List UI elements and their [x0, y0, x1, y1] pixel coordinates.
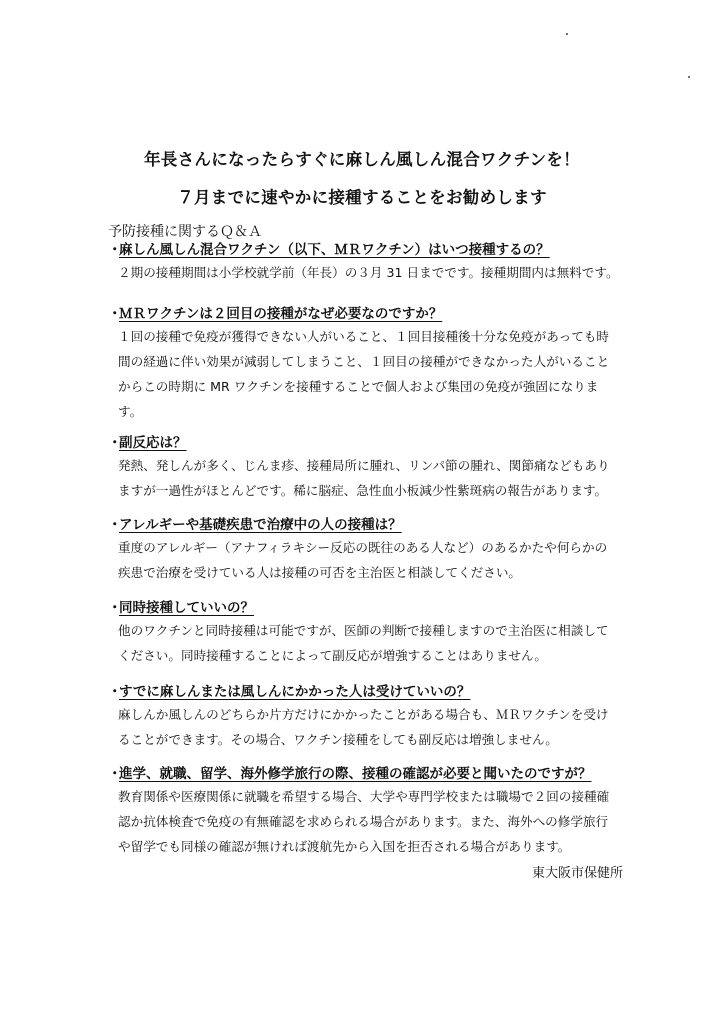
- qa-question: [108, 302, 628, 322]
- answer-line: 発熱、発しんが多く、じんま疹、接種局所に腫れ、リンパ節の腫れ、関節痛などもあり: [118, 458, 610, 473]
- qa-answer: [118, 702, 614, 752]
- bullet: ・: [108, 242, 122, 258]
- answer-line: １回の接種で免疫が獲得できない人がいること、１回目接種後十分な免疫があっても時: [118, 329, 610, 344]
- qa-question: [108, 513, 628, 533]
- bullet: ・: [108, 435, 122, 451]
- qa-question: [108, 680, 628, 700]
- qa-answer: [118, 260, 619, 285]
- qa-answer: [118, 784, 614, 859]
- section-heading: 予防接種に関するＱ＆Ａ: [108, 224, 262, 240]
- question-text: 同時接種していいの？: [119, 600, 254, 616]
- question-text: 副反応は？: [119, 435, 187, 451]
- answer-line: ることができます。その場合、ワクチン接種をしても副反応は増強しません。: [118, 732, 558, 747]
- issuer-signature: 東大阪市保健所: [532, 866, 624, 881]
- answer-line: ますが一過性がほとんどです。稀に脳症、急性血小板減少性紫斑病の報告があります。: [118, 483, 608, 498]
- qa-item: [108, 513, 628, 585]
- scan-speck: [688, 76, 690, 78]
- answer-line: 認か抗体検査で免疫の有無確認を求められる場合があります。また、海外への修学旅行: [118, 814, 609, 829]
- question-text: 進学、就職、留学、海外修学旅行の際、接種の確認が必要と聞いたのですが？: [119, 766, 592, 782]
- document-title: 年長さんになったらすぐに麻しん風しん混合ワクチンを！: [144, 150, 580, 169]
- qa-question: [108, 762, 628, 782]
- answer-line: 教育関係や医療関係に就職を希望する場合、大学や専門学校または職場で２回の接種確: [118, 789, 610, 804]
- answer-line: 間の経過に伴い効果が減弱してしまうこと、１回目の接種ができなかった人がいること: [118, 354, 610, 369]
- qa-question: [108, 596, 628, 616]
- answer-line: ２期の接種期間は小学校就学前（年長）の３月 31 日までです。接種期間内は無料です。: [118, 265, 619, 280]
- scan-speck: [566, 33, 568, 35]
- qa-item: [108, 596, 628, 668]
- bullet: ・: [108, 766, 122, 782]
- bullet: ・: [108, 517, 122, 533]
- qa-answer: [118, 324, 614, 424]
- question-text: ＭＲワクチンは２回目の接種がなぜ必要なのですか？: [119, 306, 443, 322]
- qa-item: [108, 431, 628, 503]
- question-text: すでに麻しんまたは風しんにかかった人は受けていいの？: [119, 684, 471, 700]
- answer-line: 重度のアレルギー（アナフィラキシー反応の既往のある人など）のあるかたや何らかの: [118, 540, 608, 555]
- answer-line: や留学でも同様の確認が無ければ渡航先から入国を拒否される場合があります。: [118, 839, 571, 854]
- qa-item: [108, 238, 628, 285]
- answer-line: からこの時期に MR ワクチンを接種することで個人および集団の免疫が強固になりま: [118, 379, 599, 394]
- answer-line: ください。同時接種することによって副反応が増強することはありません。: [118, 648, 547, 663]
- qa-answer: [118, 618, 614, 668]
- question-text: アレルギーや基礎疾患で治療中の人の接種は？: [119, 517, 402, 533]
- answer-line: 疾患で治療を受けている人は接種の可否を主治医と相談してください。: [118, 565, 521, 580]
- qa-item: [108, 302, 628, 424]
- answer-line: 麻しんか風しんのどちらか片方だけにかかったことがある場合も、ＭＲワクチンを受け: [118, 707, 609, 722]
- qa-item: [108, 762, 628, 859]
- bullet: ・: [108, 684, 122, 700]
- question-text: 麻しん風しん混合ワクチン（以下、ＭＲワクチン）はいつ接種するの？: [119, 242, 550, 258]
- document-subtitle: ７月までに速やかに接種することをお勧めします: [177, 188, 547, 207]
- bullet: ・: [108, 600, 122, 616]
- bullet: ・: [108, 306, 122, 322]
- qa-answer: [118, 535, 614, 585]
- answer-line: 他のワクチンと同時接種は可能ですが、医師の判断で接種しますので主治医に相談して: [118, 623, 609, 638]
- qa-answer: [118, 453, 614, 503]
- qa-item: [108, 680, 628, 752]
- answer-line: す。: [118, 404, 143, 419]
- qa-question: [108, 238, 628, 258]
- qa-question: [108, 431, 628, 451]
